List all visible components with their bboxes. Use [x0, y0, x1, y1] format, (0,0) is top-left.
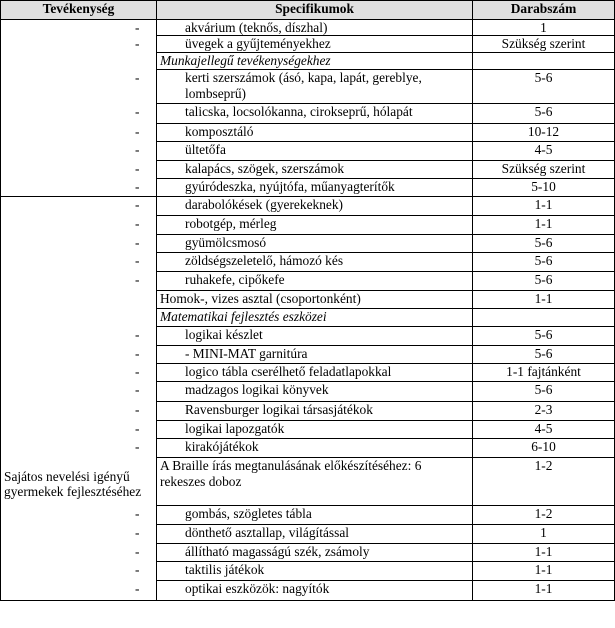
count-cell: 1 — [473, 20, 615, 36]
section-heading — [157, 309, 473, 327]
count-cell: 1-1 — [473, 544, 615, 562]
bullet-dash: - — [135, 346, 140, 362]
count-cell — [473, 309, 615, 327]
bullet-dash: - — [135, 364, 140, 380]
bullet-dash: - — [135, 253, 140, 269]
spec-cell — [135, 346, 473, 364]
count-cell: 1-1 fajtánként — [473, 364, 615, 382]
spec-text: talicska, locsolókanna, cirokseprű, hólapát — [185, 104, 413, 120]
spec-text: kirakójátékok — [185, 439, 259, 455]
bullet-dash: - — [135, 421, 140, 437]
spec-text: kalapács, szögek, szerszámok — [185, 161, 345, 177]
spec-item — [135, 104, 469, 120]
header-spec: Specifikumok — [157, 1, 473, 20]
bullet-dash: - — [135, 70, 140, 86]
spec-text: ruhakefe, cipőkefe — [185, 272, 285, 288]
spec-item — [135, 525, 469, 541]
count-cell: 5-6 — [473, 272, 615, 291]
spec-text: üvegek a gyűjteményekhez — [185, 36, 331, 52]
spec-item — [135, 346, 469, 362]
spec-cell — [135, 104, 473, 124]
count-cell: 1 — [473, 525, 615, 544]
count-cell: 10-12 — [473, 124, 615, 142]
spec-cell — [157, 291, 473, 309]
spec-text: logico tábla cserélhető feladatlapokkal — [185, 364, 392, 380]
spec-cell — [135, 197, 473, 216]
bullet-dash: - — [135, 562, 140, 578]
spec-cell — [135, 142, 473, 161]
spec-text: gyúródeszka, nyújtófa, műanyagterítők — [185, 179, 395, 195]
count-cell: 5-10 — [473, 179, 615, 197]
spec-item — [135, 382, 469, 398]
spec-text: taktilis játékok — [185, 562, 265, 578]
count-cell: 5-6 — [473, 104, 615, 124]
bullet-dash: - — [135, 327, 140, 343]
spec-cell — [135, 544, 473, 562]
bullet-dash: - — [135, 179, 140, 195]
spec-cell — [135, 562, 473, 581]
table-body — [1, 20, 615, 601]
count-cell: 5-6 — [473, 235, 615, 253]
spec-cell — [135, 179, 473, 197]
spec-item — [135, 70, 469, 101]
count-cell: 1-2 — [473, 506, 615, 525]
spec-text: állítható magasságú szék, zsámoly — [185, 544, 370, 560]
spec-text: Homok-, vizes asztal (csoportonként) — [160, 291, 361, 307]
spec-text: Matematikai fejlesztés eszközei — [160, 309, 327, 325]
spec-item — [135, 581, 469, 597]
spec-cell — [135, 421, 473, 439]
bullet-dash: - — [135, 525, 140, 541]
count-cell: Szükség szerint — [473, 161, 615, 179]
bullet-dash: - — [135, 402, 140, 418]
spec-item — [135, 36, 469, 52]
spec-cell — [135, 272, 473, 291]
count-cell: 4-5 — [473, 421, 615, 439]
spec-cell — [135, 327, 473, 346]
spec-cell — [135, 364, 473, 382]
spec-cell — [135, 70, 473, 104]
header-activity: Tevékenység — [1, 1, 157, 20]
bullet-dash: - — [135, 197, 140, 213]
spec-text: Munkajellegű tevékenységekhez — [160, 53, 331, 69]
spec-cell — [135, 439, 473, 458]
bullet-dash: - — [135, 142, 140, 158]
spec-cell — [135, 235, 473, 253]
count-cell — [473, 53, 615, 70]
bullet-dash: - — [135, 161, 140, 177]
spec-text: robotgép, mérleg — [185, 216, 277, 232]
bullet-dash: - — [135, 36, 140, 52]
count-cell: 5-6 — [473, 253, 615, 272]
header-row — [1, 1, 615, 20]
spec-item — [135, 544, 469, 560]
spec-cell — [135, 36, 473, 53]
spec-cell — [135, 506, 473, 525]
spec-text: ültetőfa — [185, 142, 226, 158]
bullet-dash: - — [135, 20, 140, 35]
bullet-dash: - — [135, 581, 140, 597]
bullet-dash: - — [135, 235, 140, 251]
count-cell: 4-5 — [473, 142, 615, 161]
count-cell: 1-1 — [473, 581, 615, 601]
count-cell: 6-10 — [473, 439, 615, 458]
spec-cell — [135, 20, 473, 36]
spec-item — [135, 179, 469, 195]
spec-cell — [135, 216, 473, 235]
spec-cell — [135, 525, 473, 544]
spec-item — [135, 421, 469, 437]
spec-text: optikai eszközök: nagyítók — [185, 581, 330, 597]
spec-item — [135, 142, 469, 158]
count-cell: 1-1 — [473, 291, 615, 309]
bullet-dash: - — [135, 506, 140, 522]
bullet-dash: - — [135, 382, 140, 398]
spec-cell — [135, 581, 473, 601]
spec-item — [135, 562, 469, 578]
spec-item — [135, 402, 469, 418]
count-cell: Szükség szerint — [473, 36, 615, 53]
spec-text: zöldségszeletelő, hámozó kés — [185, 253, 344, 269]
count-cell: 5-6 — [473, 382, 615, 402]
spec-cell — [135, 124, 473, 142]
spec-text: gyümölcsmosó — [185, 235, 267, 251]
bullet-dash: - — [135, 439, 140, 455]
spec-text: logikai készlet — [185, 327, 263, 343]
spec-item — [135, 439, 469, 455]
bullet-dash: - — [135, 104, 140, 120]
count-cell: 5-6 — [473, 346, 615, 364]
count-cell: 2-3 — [473, 402, 615, 421]
spec-item — [135, 364, 469, 380]
spec-text: logikai lapozgatók — [185, 421, 285, 437]
bullet-dash: - — [135, 544, 140, 560]
count-cell: 1-1 — [473, 197, 615, 216]
spec-item — [135, 161, 469, 177]
activity-cell-empty — [1, 20, 157, 197]
header-count: Darabszám — [473, 1, 615, 20]
spec-text: komposztáló — [185, 124, 254, 140]
spec-item — [135, 197, 469, 213]
count-cell: 5-6 — [473, 327, 615, 346]
count-cell: 5-6 — [473, 70, 615, 104]
spec-item — [135, 253, 469, 269]
spec-text: darabolókések (gyerekeknek) — [185, 197, 344, 213]
spec-item — [135, 124, 469, 140]
activity-cell — [1, 197, 157, 601]
spec-text: Ravensburger logikai társasjátékok — [185, 402, 373, 418]
bullet-dash: - — [135, 124, 140, 140]
count-cell: 1-1 — [473, 562, 615, 581]
spec-item — [135, 20, 469, 35]
spec-item — [135, 327, 469, 343]
spec-text: kerti szerszámok (ásó, kapa, lapát, gereblye, lombseprű) — [185, 70, 422, 101]
spec-cell — [135, 402, 473, 421]
count-cell: 1-1 — [473, 216, 615, 235]
spec-text: A Braille írás megtanulásának előkészítéséhez: 6 rekeszes doboz — [160, 458, 422, 489]
spec-cell — [135, 382, 473, 402]
spec-item — [135, 216, 469, 232]
spec-item — [135, 272, 469, 288]
spec-text: dönthető asztallap, világítással — [185, 525, 349, 541]
bullet-dash: - — [135, 216, 140, 232]
activity-label: Sajátos nevelési igényű gyermekek fejlesztéséhez — [4, 468, 142, 499]
count-cell: 1-2 — [473, 458, 615, 506]
spec-text: madzagos logikai könyvek — [185, 382, 329, 398]
spec-item — [135, 235, 469, 251]
spec-cell — [157, 458, 473, 506]
spec-text: gombás, szögletes tábla — [185, 506, 312, 522]
spec-text: akvárium (teknős, díszhal) — [185, 20, 328, 35]
spec-cell — [135, 161, 473, 179]
bullet-dash: - — [135, 272, 140, 288]
spec-text: - MINI-MAT garnitúra — [185, 346, 308, 362]
section-heading — [157, 53, 473, 70]
spec-cell — [135, 253, 473, 272]
table-row — [1, 197, 615, 216]
table-row — [1, 20, 615, 36]
spec-item — [135, 506, 469, 522]
